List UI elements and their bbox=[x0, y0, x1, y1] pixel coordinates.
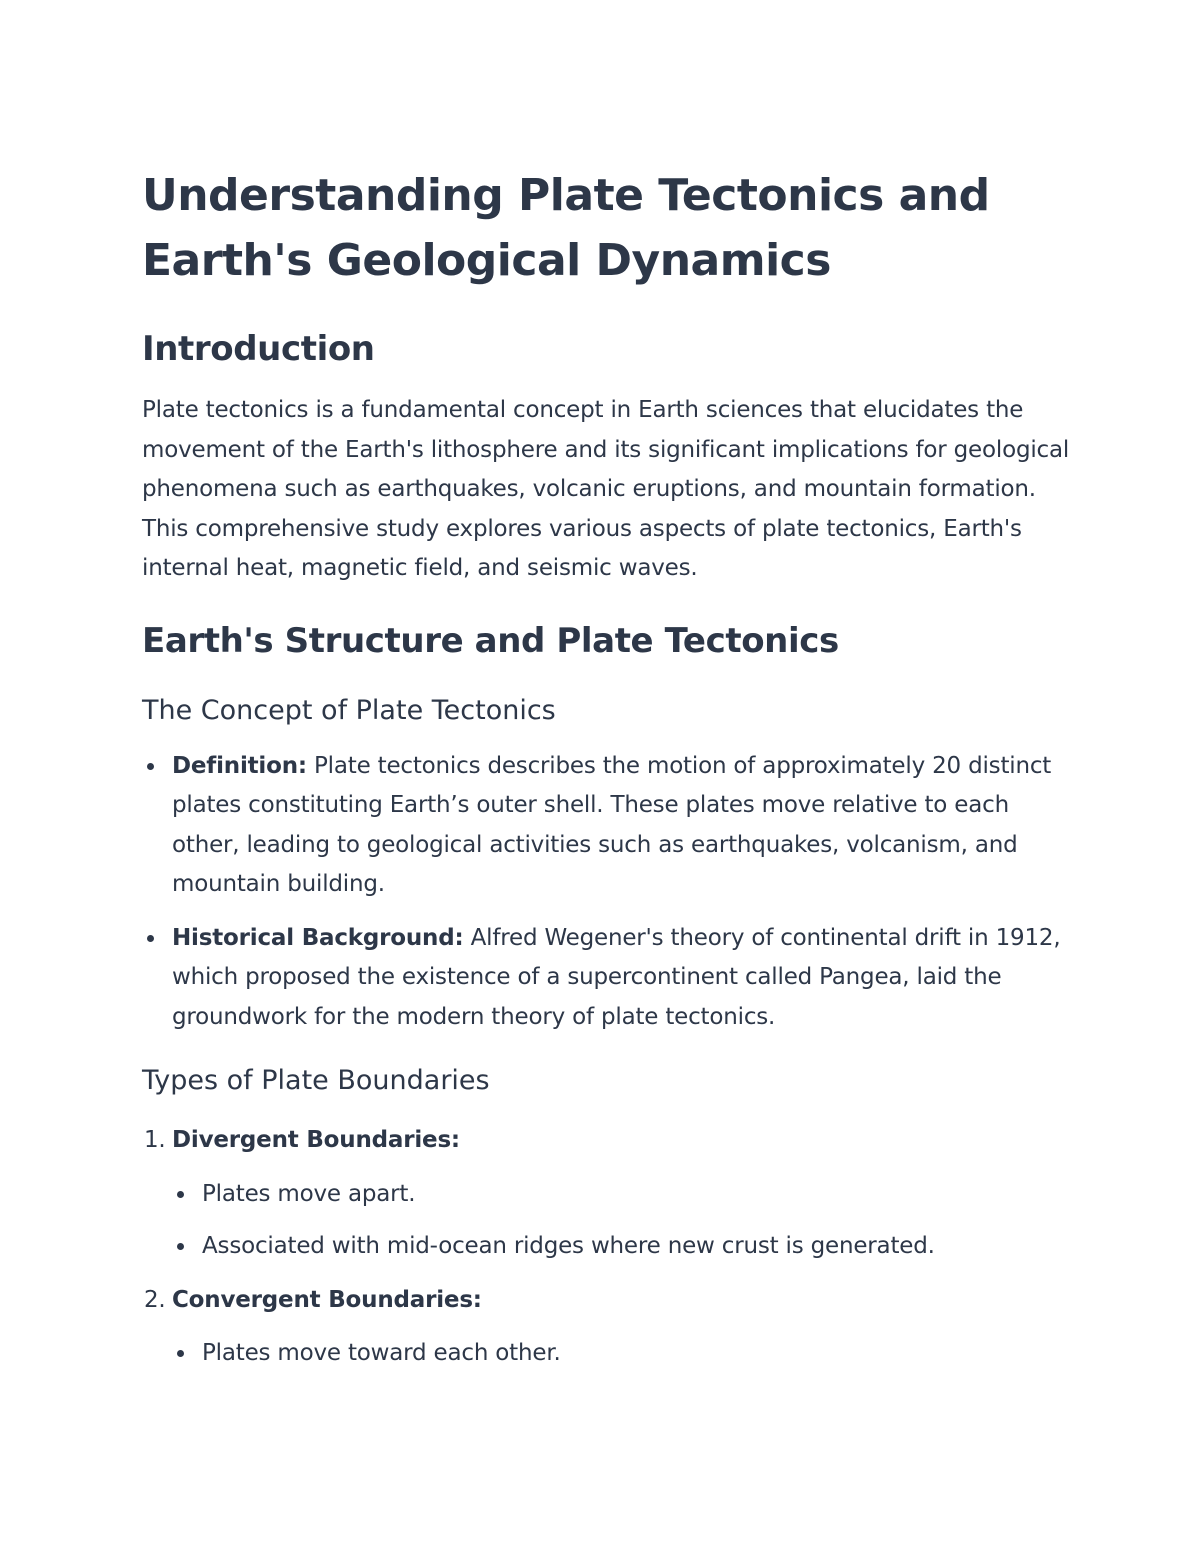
list-item: Associated with mid-ocean ridges where new crust is generated. bbox=[202, 1227, 1070, 1267]
definition-label: Definition: bbox=[172, 752, 307, 779]
list-number: 1. bbox=[144, 1127, 166, 1153]
introduction-heading: Introduction bbox=[142, 329, 375, 369]
convergent-label: Convergent Boundaries: bbox=[172, 1286, 482, 1313]
structure-heading: Earth's Structure and Plate Tectonics bbox=[142, 620, 839, 661]
historical-background-label: Historical Background: bbox=[172, 924, 464, 951]
list-item-definition bbox=[172, 747, 1070, 905]
divergent-label: Divergent Boundaries: bbox=[172, 1127, 460, 1153]
historical-background-text: Alfred Wegener's theory of continental drift in 1912, which proposed the existence of a supercontinent called Pangea, laid the groundwork for the modern theory of plate tectonics. bbox=[172, 924, 1061, 1030]
list-item-convergent bbox=[144, 1281, 1070, 1374]
list-number: 2. bbox=[144, 1286, 166, 1313]
list-item: Plates move toward each other. bbox=[202, 1334, 1070, 1374]
boundaries-list bbox=[142, 1121, 1070, 1374]
list-item-divergent bbox=[144, 1121, 1070, 1267]
convergent-points bbox=[172, 1334, 1070, 1374]
page-title: Understanding Plate Tectonics and Earth's Geological Dynamics bbox=[142, 170, 990, 286]
boundaries-heading: Types of Plate Boundaries bbox=[142, 1065, 490, 1096]
definition-text: Plate tectonics describes the motion of approximately 20 distinct plates constituting Earth’s outer shell. These plates move relative to each other, leading to geological activities such as earthquakes, volcanism, and mountain building. bbox=[172, 752, 1052, 897]
list-item: Plates move apart. bbox=[202, 1175, 1070, 1215]
introduction-paragraph: Plate tectonics is a fundamental concept in Earth sciences that elucidates the movement of the Earth's lithosphere and its significant implications for geological phenomena such as earthquakes, volcanic eruptions, and mountain formation. This comprehensive study explores various aspects of plate tectonics, Earth's internal heat, magnetic field, and seismic waves. bbox=[142, 397, 1070, 581]
concept-list bbox=[142, 747, 1070, 1038]
list-item-historical-background bbox=[172, 919, 1070, 1038]
divergent-points bbox=[172, 1175, 1070, 1267]
concept-heading: The Concept of Plate Tectonics bbox=[142, 694, 556, 726]
